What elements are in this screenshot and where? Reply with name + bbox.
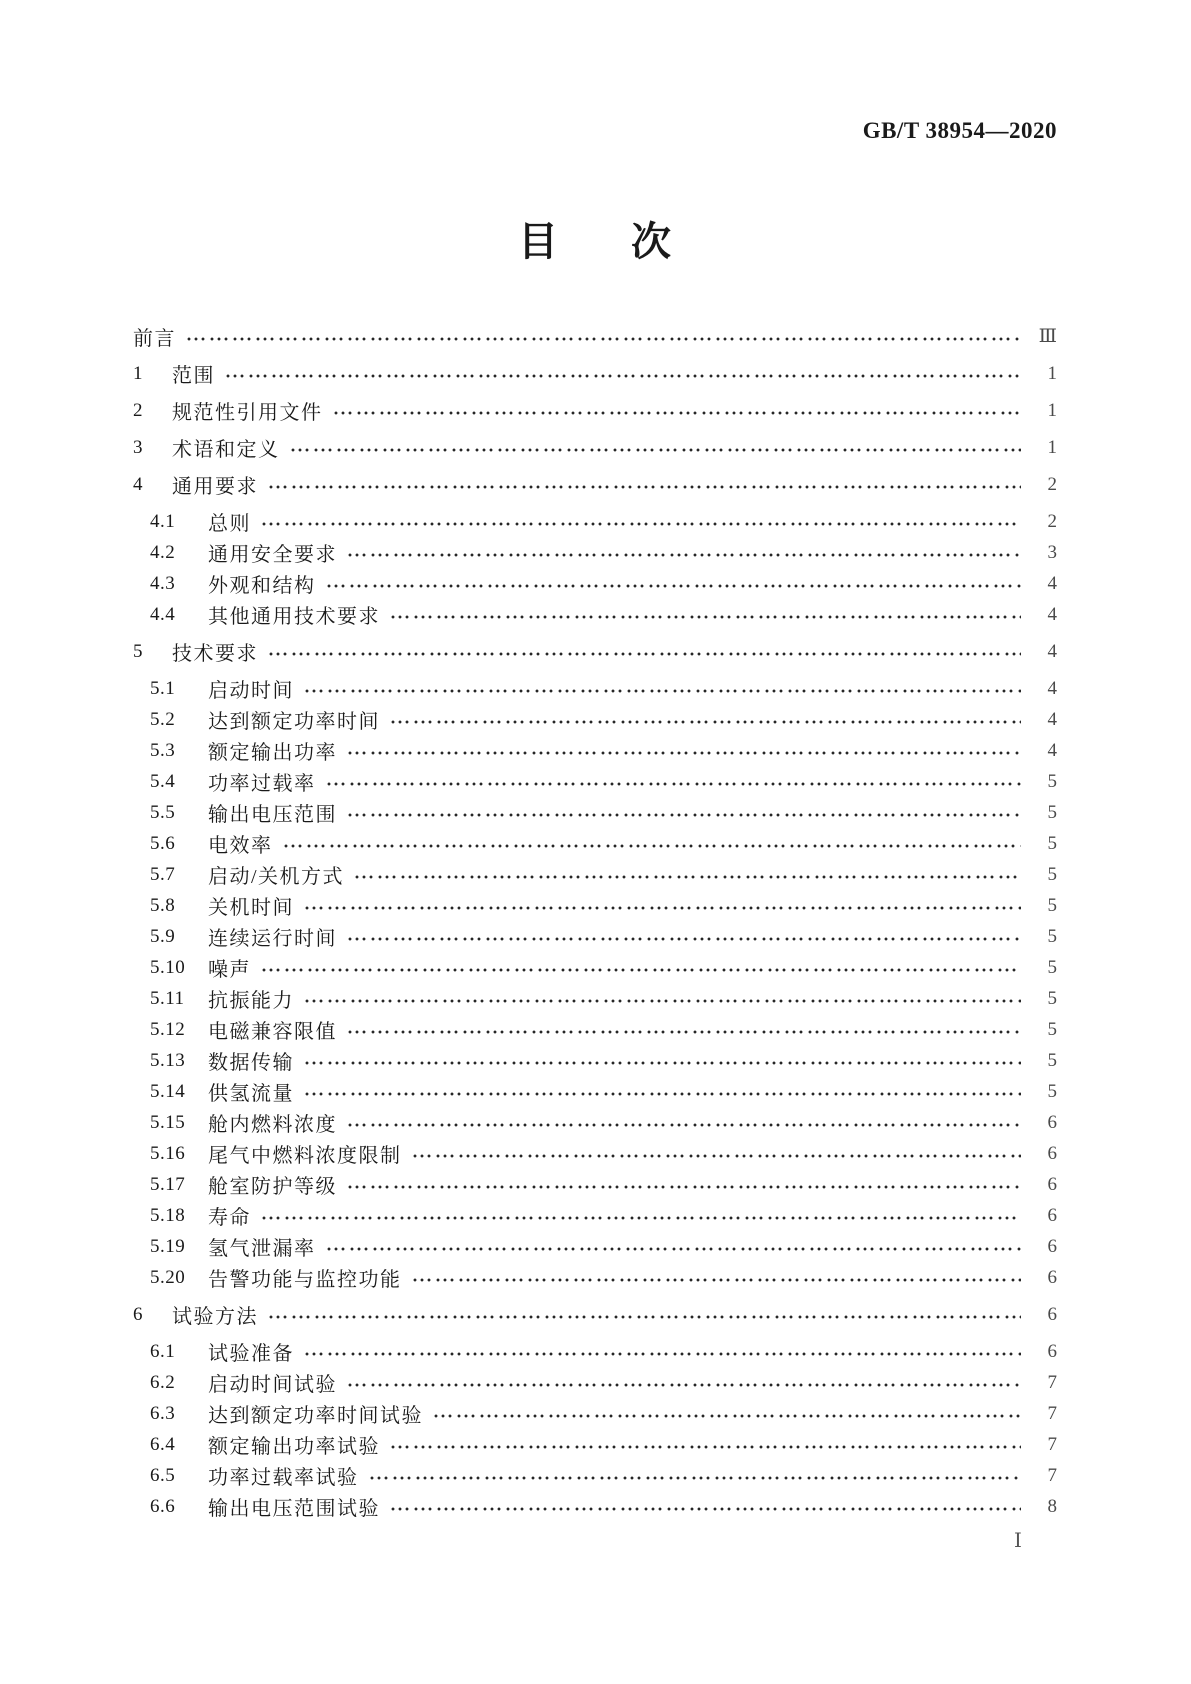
dot-leader-icon — [186, 335, 1021, 343]
toc-entry-number: 6.1 — [150, 1340, 176, 1362]
toc-entry-label: 通用要求 — [172, 476, 258, 498]
toc-entry-label: 术语和定义 — [172, 439, 280, 461]
toc-entry-page: 8 — [1047, 1495, 1057, 1517]
toc-row — [133, 1336, 1057, 1367]
toc-entry-page: 3 — [1047, 541, 1057, 563]
toc-entry-number: 5.5 — [150, 801, 176, 823]
dot-leader-icon — [347, 1028, 1021, 1036]
toc-entry-number: 5.17 — [150, 1173, 186, 1195]
toc-entry-page: 6 — [1047, 1303, 1057, 1325]
toc-row — [133, 506, 1057, 537]
toc-entry-page: 5 — [1047, 801, 1057, 823]
dot-leader-icon — [326, 1245, 1022, 1253]
toc-row — [133, 983, 1057, 1014]
toc-entry-number: 4.4 — [150, 603, 176, 625]
toc-entry-page: 1 — [1047, 436, 1057, 458]
toc-row — [133, 1231, 1057, 1262]
toc-entry-page: 7 — [1047, 1402, 1057, 1424]
dot-leader-icon — [304, 1059, 1021, 1067]
toc-entry-page: 7 — [1047, 1433, 1057, 1455]
toc-entry-label: 前言 — [133, 328, 176, 350]
dot-leader-icon — [304, 904, 1021, 912]
toc-entry-label: 达到额定功率时间试验 — [208, 1405, 423, 1427]
toc-row — [133, 537, 1057, 568]
toc-entry-page: 5 — [1047, 1018, 1057, 1040]
dot-leader-icon — [390, 718, 1021, 726]
toc-entry-page: 7 — [1047, 1371, 1057, 1393]
toc-entry-page: 1 — [1047, 362, 1057, 384]
toc-entry-number: 5.4 — [150, 770, 176, 792]
toc-entry-label: 供氢流量 — [208, 1083, 294, 1105]
toc-row — [133, 599, 1057, 630]
dot-leader-icon — [412, 1276, 1022, 1284]
toc-entry-page: 5 — [1047, 1080, 1057, 1102]
toc-entry-label: 尾气中燃料浓度限制 — [208, 1145, 402, 1167]
toc-entry-label: 启动/关机方式 — [208, 866, 345, 888]
dot-leader-icon — [326, 780, 1022, 788]
toc-entry-label: 功率过载率 — [208, 773, 316, 795]
toc-entry-number: 5.15 — [150, 1111, 186, 1133]
toc-entry-number: 5.6 — [150, 832, 176, 854]
toc-row — [133, 1014, 1057, 1045]
toc-entry-page: 2 — [1047, 510, 1057, 532]
toc-entry-page: 5 — [1047, 956, 1057, 978]
dot-leader-icon — [268, 483, 1021, 491]
toc-entry-page: Ⅲ — [1038, 326, 1057, 347]
toc-row — [133, 952, 1057, 983]
toc-entry-page: 5 — [1047, 863, 1057, 885]
toc-entry-number: 6.5 — [150, 1464, 176, 1486]
table-of-contents — [133, 315, 1057, 1522]
toc-entry-label: 技术要求 — [172, 643, 258, 665]
toc-entry-number: 5.9 — [150, 925, 176, 947]
toc-entry-label: 外观和结构 — [208, 575, 316, 597]
toc-row — [133, 432, 1057, 463]
toc-row — [133, 1045, 1057, 1076]
toc-row — [133, 766, 1057, 797]
toc-entry-page: 5 — [1047, 832, 1057, 854]
toc-row — [133, 469, 1057, 500]
toc-entry-label: 其他通用技术要求 — [208, 606, 380, 628]
toc-entry-page: 6 — [1047, 1142, 1057, 1164]
toc-entry-label: 总则 — [208, 513, 251, 535]
toc-row — [133, 828, 1057, 859]
toc-entry-label: 试验方法 — [172, 1306, 258, 1328]
toc-entry-number: 5 — [133, 640, 143, 662]
dot-leader-icon — [347, 811, 1021, 819]
toc-entry-number: 3 — [133, 436, 143, 458]
toc-row — [133, 704, 1057, 735]
toc-entry-number: 2 — [133, 399, 143, 421]
toc-entry-number: 4.2 — [150, 541, 176, 563]
toc-entry-page: 5 — [1047, 1049, 1057, 1071]
toc-entry-page: 1 — [1047, 399, 1057, 421]
toc-entry-label: 额定输出功率 — [208, 742, 337, 764]
toc-entry-page: 4 — [1047, 739, 1057, 761]
standard-code: GB/T 38954—2020 — [862, 118, 1057, 143]
toc-entry-label: 通用安全要求 — [208, 544, 337, 566]
toc-entry-label: 寿命 — [208, 1207, 251, 1229]
dot-leader-icon — [347, 1121, 1021, 1129]
dot-leader-icon — [347, 1381, 1021, 1389]
toc-row — [133, 1076, 1057, 1107]
toc-entry-page: 6 — [1047, 1235, 1057, 1257]
dot-leader-icon — [261, 520, 1021, 528]
toc-entry-page: 6 — [1047, 1204, 1057, 1226]
toc-row — [133, 1398, 1057, 1429]
toc-entry-number: 5.7 — [150, 863, 176, 885]
dot-leader-icon — [333, 409, 1022, 417]
dot-leader-icon — [347, 749, 1021, 757]
toc-entry-number: 5.2 — [150, 708, 176, 730]
dot-leader-icon — [304, 687, 1021, 695]
toc-entry-number: 5.13 — [150, 1049, 186, 1071]
toc-row — [133, 358, 1057, 389]
toc-entry-number: 5.12 — [150, 1018, 186, 1040]
toc-entry-number: 1 — [133, 362, 143, 384]
dot-leader-icon — [304, 997, 1021, 1005]
dot-leader-icon — [283, 842, 1022, 850]
toc-row — [133, 1262, 1057, 1293]
toc-entry-number: 5.14 — [150, 1080, 186, 1102]
dot-leader-icon — [268, 1313, 1021, 1321]
toc-entry-number: 4.1 — [150, 510, 176, 532]
toc-row — [133, 321, 1057, 352]
toc-entry-label: 告警功能与监控功能 — [208, 1269, 402, 1291]
toc-entry-page: 5 — [1047, 925, 1057, 947]
toc-entry-number: 5.8 — [150, 894, 176, 916]
dot-leader-icon — [390, 1505, 1021, 1513]
toc-entry-number: 6.2 — [150, 1371, 176, 1393]
toc-entry-page: 5 — [1047, 894, 1057, 916]
toc-row — [133, 1138, 1057, 1169]
toc-row — [133, 1367, 1057, 1398]
toc-entry-page: 4 — [1047, 708, 1057, 730]
toc-entry-page: 6 — [1047, 1266, 1057, 1288]
toc-entry-label: 额定输出功率试验 — [208, 1436, 380, 1458]
toc-entry-label: 达到额定功率时间 — [208, 711, 380, 733]
dot-leader-icon — [304, 1090, 1021, 1098]
dot-leader-icon — [390, 613, 1021, 621]
toc-entry-number: 5.1 — [150, 677, 176, 699]
toc-entry-label: 电磁兼容限值 — [208, 1021, 337, 1043]
toc-entry-number: 5.18 — [150, 1204, 186, 1226]
dot-leader-icon — [390, 1443, 1021, 1451]
toc-entry-page: 6 — [1047, 1173, 1057, 1195]
toc-entry-label: 噪声 — [208, 959, 251, 981]
toc-entry-page: 6 — [1047, 1340, 1057, 1362]
toc-entry-label: 输出电压范围试验 — [208, 1498, 380, 1520]
dot-leader-icon — [261, 966, 1021, 974]
toc-row — [133, 395, 1057, 426]
toc-entry-page: 6 — [1047, 1111, 1057, 1133]
toc-row — [133, 797, 1057, 828]
toc-entry-page: 4 — [1047, 572, 1057, 594]
toc-row — [133, 1491, 1057, 1522]
toc-row — [133, 735, 1057, 766]
toc-entry-label: 数据传输 — [208, 1052, 294, 1074]
footer-page-number: Ⅰ — [1014, 1530, 1023, 1552]
toc-entry-label: 连续运行时间 — [208, 928, 337, 950]
toc-entry-number: 5.3 — [150, 739, 176, 761]
dot-leader-icon — [347, 551, 1021, 559]
dot-leader-icon — [433, 1412, 1021, 1420]
dot-leader-icon — [369, 1474, 1022, 1482]
toc-entry-label: 输出电压范围 — [208, 804, 337, 826]
toc-entry-label: 规范性引用文件 — [172, 402, 323, 424]
toc-entry-number: 6 — [133, 1303, 143, 1325]
toc-entry-label: 功率过载率试验 — [208, 1467, 359, 1489]
toc-entry-page: 2 — [1047, 473, 1057, 495]
toc-entry-label: 试验准备 — [208, 1343, 294, 1365]
toc-entry-number: 5.19 — [150, 1235, 186, 1257]
toc-entry-page: 4 — [1047, 640, 1057, 662]
toc-entry-page: 4 — [1047, 677, 1057, 699]
toc-entry-number: 5.11 — [150, 987, 185, 1009]
toc-row — [133, 1429, 1057, 1460]
toc-row — [133, 890, 1057, 921]
toc-entry-label: 范围 — [172, 365, 215, 387]
toc-row — [133, 1460, 1057, 1491]
toc-entry-number: 4.3 — [150, 572, 176, 594]
toc-entry-number: 6.6 — [150, 1495, 176, 1517]
toc-entry-page: 7 — [1047, 1464, 1057, 1486]
dot-leader-icon — [261, 1214, 1021, 1222]
toc-entry-label: 关机时间 — [208, 897, 294, 919]
toc-entry-label: 电效率 — [208, 835, 273, 857]
toc-row — [133, 1299, 1057, 1330]
toc-row — [133, 568, 1057, 599]
toc-entry-page: 5 — [1047, 987, 1057, 1009]
page-title: 目 次 — [517, 220, 674, 264]
dot-leader-icon — [347, 1183, 1021, 1191]
toc-entry-label: 抗振能力 — [208, 990, 294, 1012]
dot-leader-icon — [412, 1152, 1022, 1160]
toc-row — [133, 636, 1057, 667]
toc-entry-label: 舱室防护等级 — [208, 1176, 337, 1198]
toc-entry-label: 氢气泄漏率 — [208, 1238, 316, 1260]
toc-row — [133, 673, 1057, 704]
toc-row — [133, 859, 1057, 890]
dot-leader-icon — [225, 372, 1021, 380]
toc-row — [133, 1169, 1057, 1200]
toc-entry-number: 5.20 — [150, 1266, 186, 1288]
toc-entry-label: 舱内燃料浓度 — [208, 1114, 337, 1136]
toc-row — [133, 1107, 1057, 1138]
toc-entry-number: 5.16 — [150, 1142, 186, 1164]
toc-entry-label: 启动时间试验 — [208, 1374, 337, 1396]
toc-entry-page: 5 — [1047, 770, 1057, 792]
toc-row — [133, 921, 1057, 952]
dot-leader-icon — [347, 935, 1021, 943]
toc-entry-number: 6.4 — [150, 1433, 176, 1455]
dot-leader-icon — [268, 650, 1021, 658]
toc-row — [133, 1200, 1057, 1231]
toc-entry-number: 6.3 — [150, 1402, 176, 1424]
dot-leader-icon — [304, 1350, 1021, 1358]
dot-leader-icon — [326, 582, 1022, 590]
dot-leader-icon — [354, 873, 1021, 881]
toc-entry-page: 4 — [1047, 603, 1057, 625]
dot-leader-icon — [290, 446, 1022, 454]
toc-entry-number: 5.10 — [150, 956, 186, 978]
toc-entry-label: 启动时间 — [208, 680, 294, 702]
toc-entry-number: 4 — [133, 473, 143, 495]
